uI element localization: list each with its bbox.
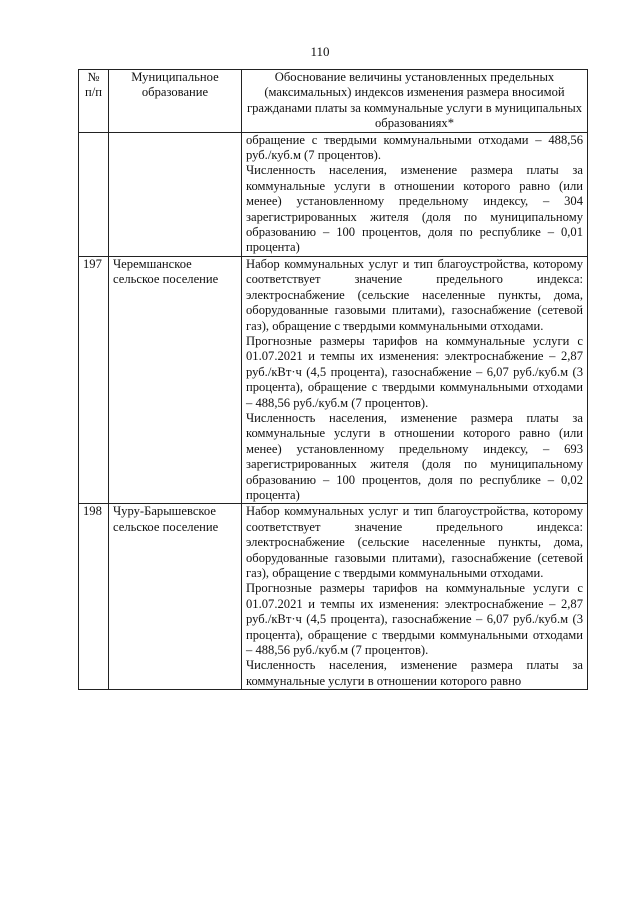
header-number-line2: п/п — [85, 85, 102, 100]
row-municipality: Чуру-Барышевское сельское поселение — [109, 504, 242, 690]
row-municipality: Черемшанское сельское поселение — [109, 256, 242, 504]
row-paragraph: обращение с твердыми коммунальными отходами – 488,56 руб./куб.м (7 процентов). — [246, 132, 583, 163]
row-paragraph: Набор коммунальных услуг и тип благоустройства, которому соответствует значение предельного индекса: электроснабжение (сельские населенные пункты, дома, оборудованные газовыми плитами), газоснабжение (сетевой газ), обращение с твердыми коммунальными отходами. — [246, 256, 583, 333]
row-paragraph: Численность населения, изменение размера платы за коммунальные услуги в отношении которого равно — [246, 658, 583, 688]
row-justification — [242, 504, 588, 690]
row-paragraph: Набор коммунальных услуг и тип благоустройства, которому соответствует значение предельного индекса: электроснабжение (сельские населенные пункты, дома, оборудованные газовыми плитами), газоснабжение (сетевой газ), обращение с твердыми коммунальными отходами. — [246, 504, 583, 580]
row-number: 197 — [79, 256, 109, 504]
page-number: 110 — [310, 44, 330, 59]
table-row — [79, 132, 588, 256]
row-paragraph: Численность населения, изменение размера платы за коммунальные услуги в отношении которого равно (или менее) установленному предельному индексу, – 693 зарегистрированных жителя (доля по муниципальному образованию – 100 процентов, доля по республике – 0,02 процента) — [246, 410, 583, 502]
indices-table — [78, 69, 588, 690]
table-row — [79, 504, 588, 690]
row-number: 198 — [79, 504, 109, 690]
row-municipality — [109, 132, 242, 256]
row-justification — [242, 132, 588, 256]
row-paragraph: Прогнозные размеры тарифов на коммунальные услуги с 01.07.2021 и темпы их изменения: электроснабжение – 2,87 руб./кВт·ч (4,5 процента), газоснабжение – 6,07 руб./куб.м (3 процента), обращение с твердыми коммунальными отходами – 488,56 руб./куб.м (7 процентов). — [246, 333, 583, 410]
row-number — [79, 132, 109, 256]
header-number — [79, 70, 109, 133]
table-header-row — [79, 70, 588, 133]
row-justification — [242, 256, 588, 504]
row-paragraph: Численность населения, изменение размера платы за коммунальные услуги в отношении которого равно (или менее) установленному предельному индексу, – 304 зарегистрированных жителя (доля по муниципальному образованию – 100 процентов, доля по республике – 0,01 процента) — [246, 163, 583, 255]
header-justification: Обоснование величины установленных предельных (максимальных) индексов изменения размера вносимой гражданами платы за коммунальные услуги в муниципальных образованиях* — [242, 70, 588, 133]
table-row — [79, 256, 588, 504]
row-paragraph: Прогнозные размеры тарифов на коммунальные услуги с 01.07.2021 и темпы их изменения: электроснабжение – 2,87 руб./кВт·ч (4,5 процента), газоснабжение – 6,07 руб./куб.м (3 процента), обращение с твердыми коммунальными отходами – 488,56 руб./куб.м (7 процентов). — [246, 581, 583, 658]
header-number-line1: № — [87, 70, 100, 84]
header-municipality: Муниципальное образование — [109, 70, 242, 133]
